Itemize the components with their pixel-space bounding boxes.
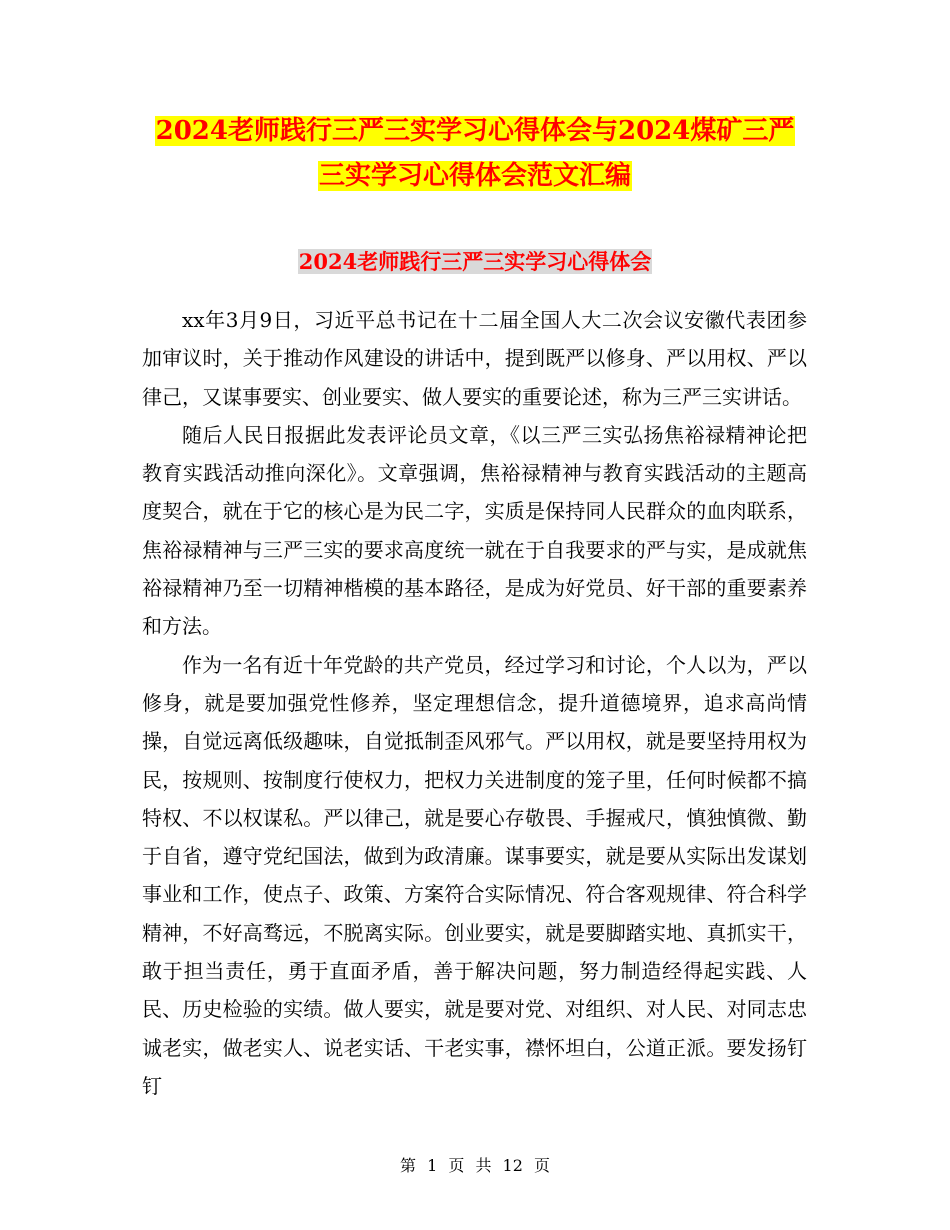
document-title-line-1 (100, 110, 850, 152)
document-title-text-1: 2024老师践行三严三实学习心得体会与2024煤矿三严 (155, 116, 795, 146)
section-title-text: 2024老师践行三严三实学习心得体会 (298, 249, 652, 274)
paragraph-3: 作为一名有近十年党龄的共产党员，经过学习和讨论，个人以为，严以修身，就是要加强党性修养，坚定理想信念，提升道德境界，追求高尚情操，自觉远离低级趣味，自觉抵制歪风邪气。严以用权，就是要坚持用权为民，按规则、按制度行使权力，把权力关进制度的笼子里，任何时候都不搞特权、不以权谋私。严以律己，就是要心存敬畏、手握戒尺，慎独慎微、勤于自省，遵守党纪国法，做到为政清廉。谋事要实，就是要从实际出发谋划事业和工作，使点子、政策、方案符合实际情况、符合客观规律、符合科学精神，不好高骛远，不脱离实际。创业要实，就是要脚踏实地、真抓实干，敢于担当责任，勇于直面矛盾，善于解决问题，努力制造经得起实践、人民、历史检验的实绩。做人要实，就是要对党、对组织、对人民、对同志忠诚老实，做老实人、说老实话、干老实事，襟怀坦白，公道正派。要发扬钉钉 (142, 652, 807, 1098)
document-title-line-2 (100, 155, 850, 197)
document-body (142, 301, 807, 1105)
paragraph-1: xx年3月9日，习近平总书记在十二届全国人大二次会议安徽代表团参加审议时，关于推动作风建设的讲话中，提到既严以修身、严以用权、严以律己，又谋事要实、创业要实、做人要实的重要论述，称为三严三实讲话。 (142, 308, 807, 409)
section-title (100, 245, 850, 279)
document-title-text-2: 三实学习心得体会范文汇编 (318, 161, 631, 191)
page-footer (0, 1154, 950, 1178)
paragraph-2: 随后人民日报据此发表评论员文章，《以三严三实弘扬焦裕禄精神论把教育实践活动推向深化》。文章强调，焦裕禄精神与教育实践活动的主题高度契合，就在于它的核心是为民二字，实质是保持同人民群众的血肉联系，焦裕禄精神与三严三实的要求高度统一就在于自我要求的严与实，是成就焦裕禄精神乃至一切精神楷模的基本路径，是成为好党员、好干部的重要素养和方法。 (142, 422, 807, 639)
page-number-label: 第 1 页 共 12 页 (400, 1156, 550, 1175)
